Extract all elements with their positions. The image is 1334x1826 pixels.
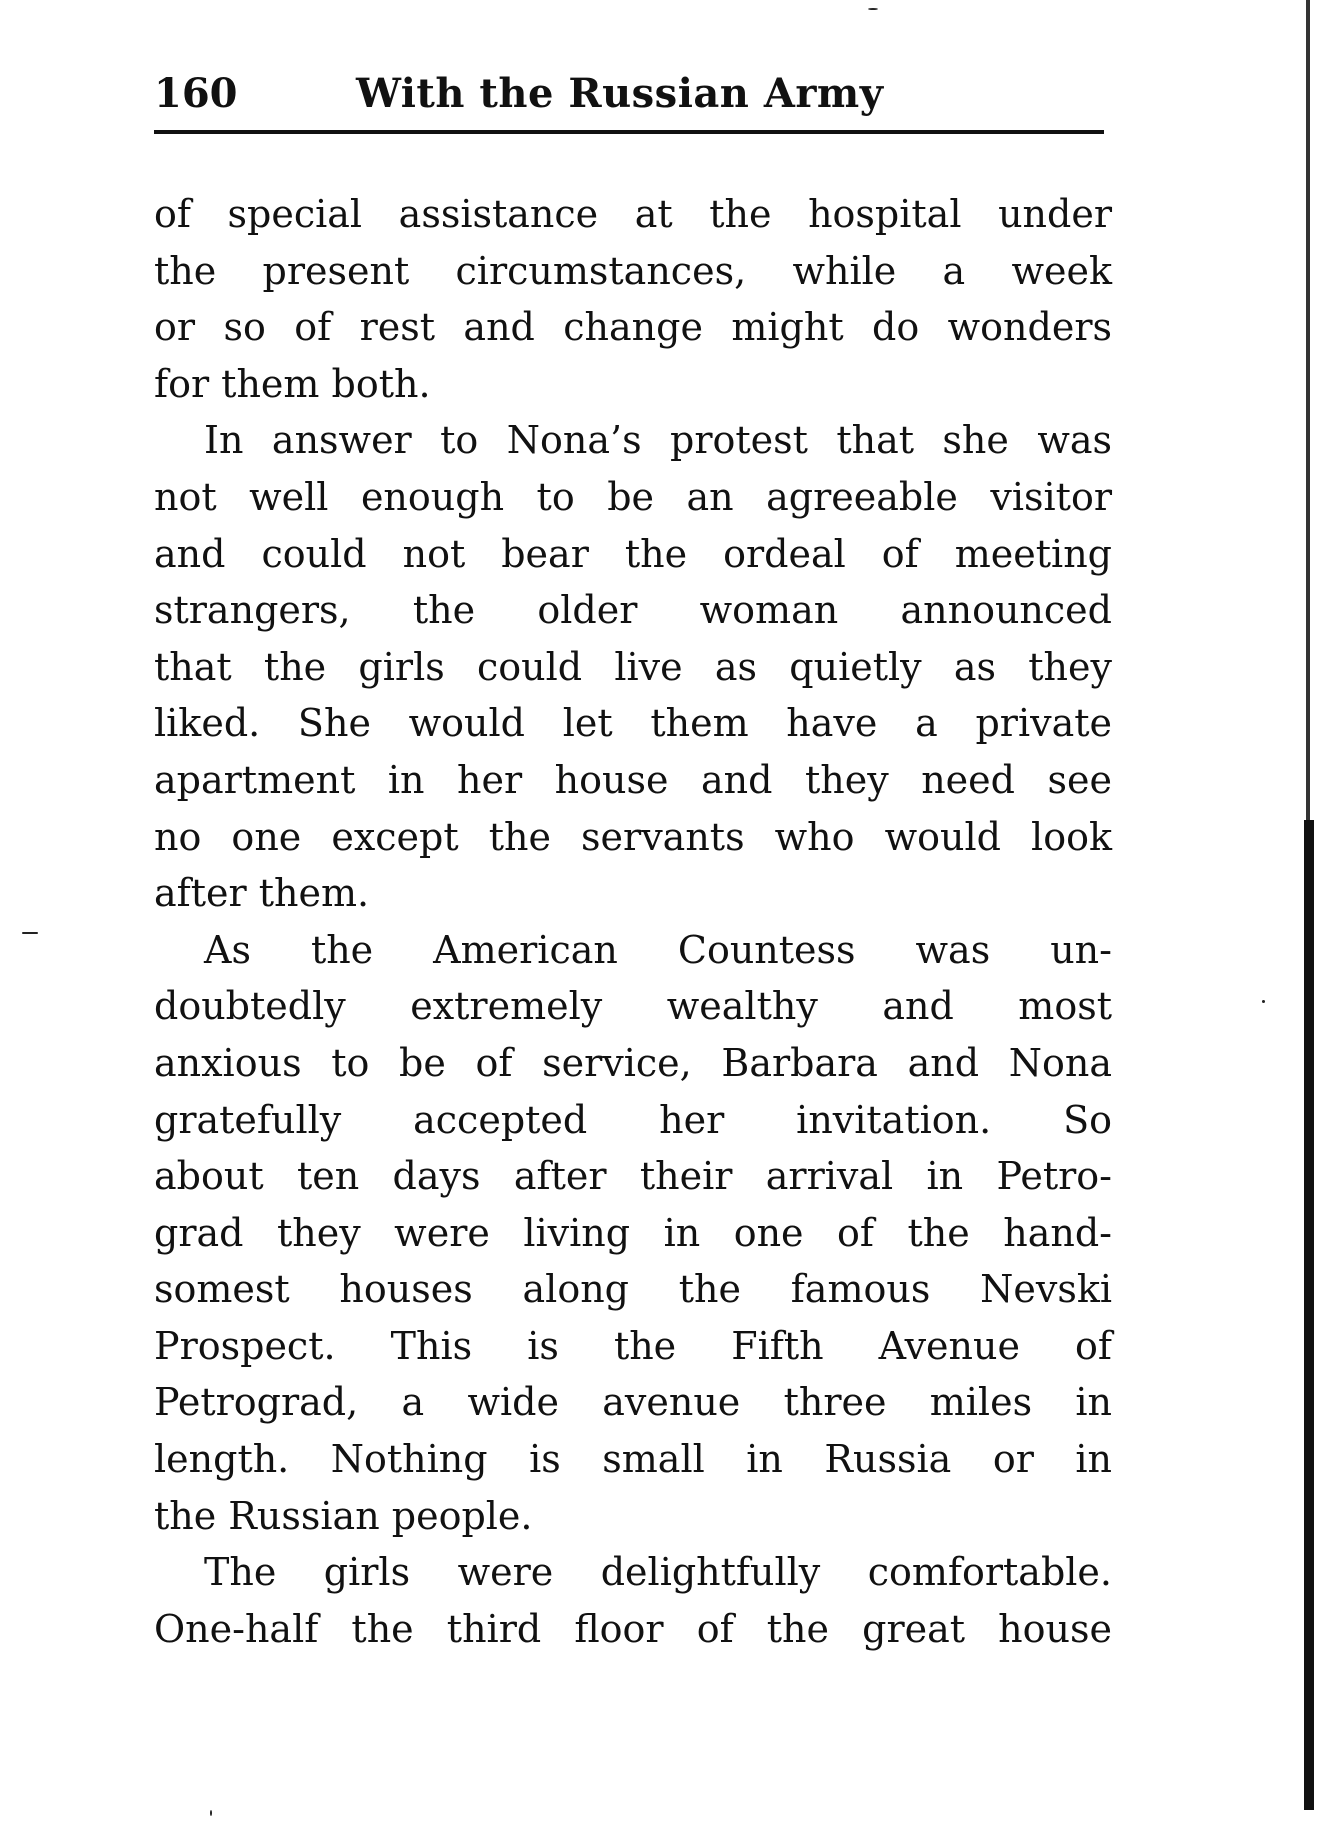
text-line: strangers, the older woman announced	[154, 588, 1112, 633]
text-line: that the girls could live as quietly as they	[154, 644, 1112, 689]
text-line: not well enough to be an agreeable visitor	[154, 474, 1112, 519]
text-line: Prospect. This is the Fifth Avenue of	[154, 1323, 1112, 1368]
body-text	[154, 186, 1112, 1657]
text-line: The girls were delightfully comfortable.	[204, 1550, 1112, 1595]
text-line: no one except the servants who would look	[154, 814, 1112, 859]
page-number: 160	[154, 70, 238, 117]
text-line: gratefully accepted her invitation. So	[154, 1097, 1112, 1142]
text-line: of special assistance at the hospital under	[154, 192, 1112, 236]
header-rule	[154, 130, 1104, 134]
text-line: somest houses along the famous Nevski	[154, 1267, 1112, 1312]
text-line: apartment in her house and they need see	[154, 757, 1112, 802]
scan-speck	[868, 8, 878, 10]
running-head-title: With the Russian Army	[356, 70, 884, 117]
text-line: length. Nothing is small in Russia or in	[154, 1437, 1112, 1482]
text-line: In answer to Nona’s protest that she was	[204, 418, 1112, 463]
text-line: Petrograd, a wide avenue three miles in	[154, 1380, 1112, 1425]
text-line: about ten days after their arrival in Petro-	[154, 1154, 1112, 1199]
page-edge-binding	[1304, 820, 1314, 1810]
text-line: anxious to be of service, Barbara and Nona	[154, 1040, 1112, 1085]
text-line: after them.	[154, 871, 370, 916]
text-line: liked. She would let them have a private	[154, 701, 1112, 746]
text-line: As the American Countess was un-	[204, 927, 1112, 972]
text-line: One-half the third floor of the great house	[154, 1606, 1112, 1651]
page-header	[154, 64, 1104, 130]
text-line: and could not bear the ordeal of meeting	[154, 531, 1112, 576]
text-line: doubtedly extremely wealthy and most	[154, 984, 1112, 1029]
scan-speck	[22, 932, 38, 934]
text-line: grad they were living in one of the hand-	[154, 1210, 1112, 1255]
scan-speck	[1262, 1000, 1265, 1003]
scan-speck	[210, 1810, 212, 1816]
text-line: the present circumstances, while a week	[154, 248, 1112, 293]
text-line: for them both.	[154, 361, 431, 406]
page-edge-shadow	[1306, 0, 1310, 820]
text-line: the Russian people.	[154, 1493, 533, 1538]
text-line: or so of rest and change might do wonders	[154, 305, 1112, 350]
